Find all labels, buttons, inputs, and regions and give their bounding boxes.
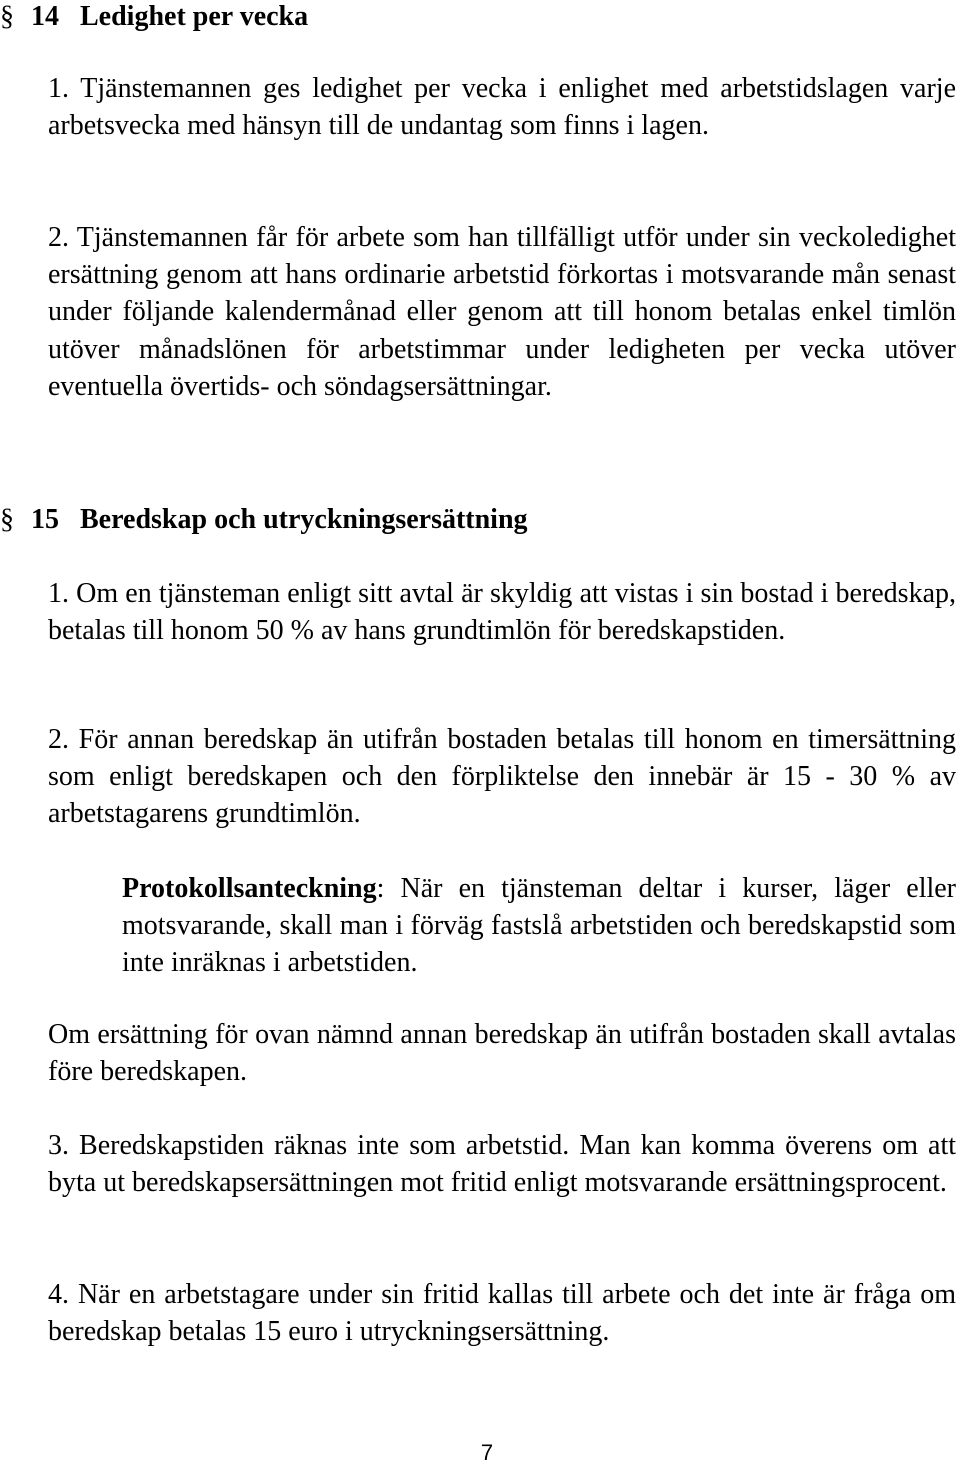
section-title: Ledighet per vecka (80, 1, 309, 32)
section-number: 15 (31, 504, 59, 535)
section-heading-14 (0, 0, 308, 34)
section-number: 14 (31, 1, 59, 32)
protocol-note-separator: : (376, 873, 385, 904)
section-symbol: § (0, 1, 14, 32)
protocol-note (122, 870, 956, 982)
protocol-note-label: Protokollsanteckning (122, 873, 377, 904)
paragraph-14-2: 2. Tjänstemannen får för arbete som han tillfälligt utför under sin veckoledighet ersättning genom att hans ordinarie arbetstid förkortas i motsvarande mån senast under följande kalendermånad eller genom att till honom betalas enkel timlön utöver månadslönen för arbetstimmar under ledigheten per vecka utöver eventuella övertids- och söndagsersättningar. (48, 222, 956, 402)
paragraph-14-1: 1. Tjänstemannen ges ledighet per vecka i enlighet med arbetstidslagen varje arbetsvecka med hänsyn till de undantag som finns i lagen. (48, 73, 956, 142)
paragraph-15-4: 4. När en arbetstagare under sin fritid kallas till arbete och det inte är fråga om beredskap betalas 15 euro i utryckningsersättning. (48, 1279, 956, 1348)
paragraph-15-3: 3. Beredskapstiden räknas inte som arbetstid. Man kan komma överens om att byta ut beredskapsersättningen mot fritid enligt motsvarande ersättningsprocent. (48, 1130, 956, 1199)
paragraph-15-1: 1. Om en tjänsteman enligt sitt avtal är skyldig att vistas i sin bostad i beredskap, betalas till honom 50 % av hans grundtimlön för beredskapstiden. (48, 578, 956, 647)
section-title: Beredskap och utryckningsersättning (80, 504, 528, 535)
paragraph-15-2: 2. För annan beredskap än utifrån bostaden betalas till honom en timersättning som enligt beredskapen och den förpliktelse den innebär är 15 - 30 % av arbetstagarens grundtimlön. (48, 724, 956, 830)
section-heading-15 (0, 503, 528, 537)
paragraph-15-after-note: Om ersättning för ovan nämnd annan beredskap än utifrån bostaden skall avtalas före beredskapen. (48, 1019, 956, 1088)
page-number: 7 (480, 1440, 494, 1465)
section-symbol: § (0, 504, 14, 535)
protocol-note-text: När en tjänsteman deltar i kurser, läger eller motsvarande, skall man i förväg fastslå arbetstiden och beredskapstid som inte inräknas i arbetstiden. (122, 873, 956, 979)
